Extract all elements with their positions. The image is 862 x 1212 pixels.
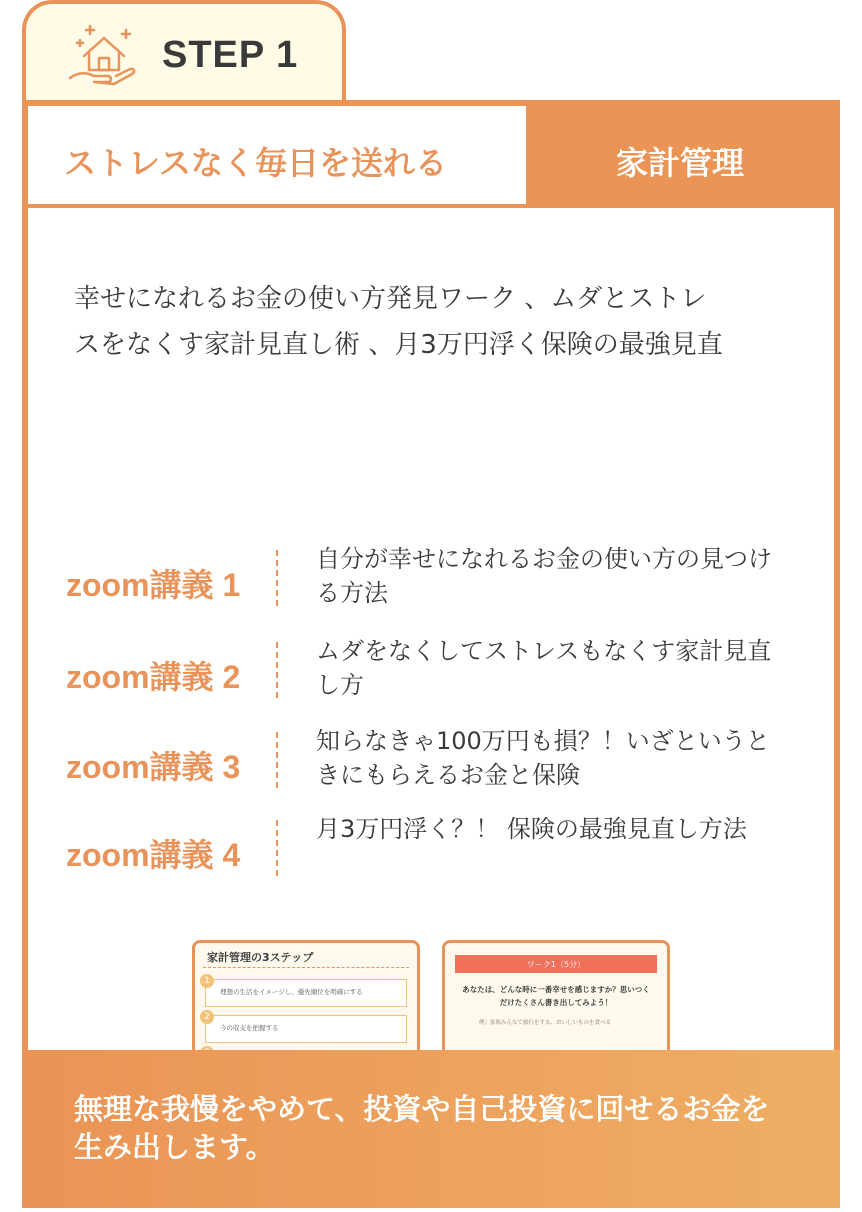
- slide-step: [204, 1012, 407, 1043]
- lecture-text: 月3万円浮く？！ 保険の最強見直し方法: [316, 815, 747, 843]
- header-left-label: ストレスなく毎日を送れる: [64, 144, 448, 182]
- slide-step-number: 2: [200, 1010, 214, 1024]
- description: [74, 276, 794, 368]
- slide-example: 例）家族みんなで旅行をする、おいしいものを食べる: [479, 1020, 612, 1026]
- header-left: [28, 106, 526, 204]
- header-right: [526, 106, 834, 204]
- slide-step-number: 1: [200, 974, 214, 988]
- lecture-text: 自分が幸せになれるお金の使い方の見つける方法: [316, 545, 772, 607]
- step-title: STEP 1: [162, 34, 299, 76]
- slide-question: あなたは、どんな時に一番幸せを感じますか？思いつくだけたくさん書き出してみよう！: [462, 985, 650, 1007]
- slide-header: ワーク1（5分）: [526, 960, 586, 969]
- slide-title-underline: [203, 967, 409, 968]
- lecture-label: zoom講義 2: [66, 659, 241, 695]
- lecture-divider: [276, 820, 278, 876]
- slide-step: [204, 976, 407, 1007]
- lecture-item: [66, 637, 806, 702]
- lecture-text: ムダをなくしてストレスもなくす家計見直し方: [316, 637, 772, 699]
- lecture-divider: [276, 550, 278, 606]
- lecture-item: [66, 727, 806, 792]
- card-content: [28, 208, 834, 1152]
- lecture-divider: [276, 732, 278, 788]
- footer-text: 無理な我慢をやめて、投資や自己投資に回せるお金を生み出します。: [74, 1092, 770, 1164]
- step-tab: [22, 0, 346, 102]
- lecture-item: [66, 815, 806, 880]
- lecture-divider: [276, 642, 278, 698]
- step-card: [22, 100, 840, 1208]
- description-line: 幸せになれるお金の使い方発見ワーク 、ムダとストレ: [74, 284, 707, 314]
- header-right-label: 家計管理: [615, 144, 744, 182]
- slide-header-bar: [455, 955, 657, 973]
- footer-banner: [22, 1050, 840, 1208]
- slide-step-text: 理想の生活をイメージし、優先順位を明確にする: [220, 988, 363, 996]
- house-hand-sparkle-icon: [66, 18, 138, 94]
- lecture-label: zoom講義 1: [66, 567, 241, 603]
- lecture-label: zoom講義 4: [66, 837, 241, 873]
- lecture-item: [66, 545, 806, 610]
- description-line: スをなくす家計見直し術 、月3万円浮く保険の最強見直: [74, 330, 723, 360]
- lecture-label: zoom講義 3: [66, 749, 241, 785]
- slide-title: 家計管理の3ステップ: [207, 951, 314, 964]
- lecture-text: 知らなきゃ100万円も損？！いざというときにもらえるお金と保険: [316, 727, 770, 789]
- slide-step-text: 今の収支を把握する: [220, 1024, 279, 1032]
